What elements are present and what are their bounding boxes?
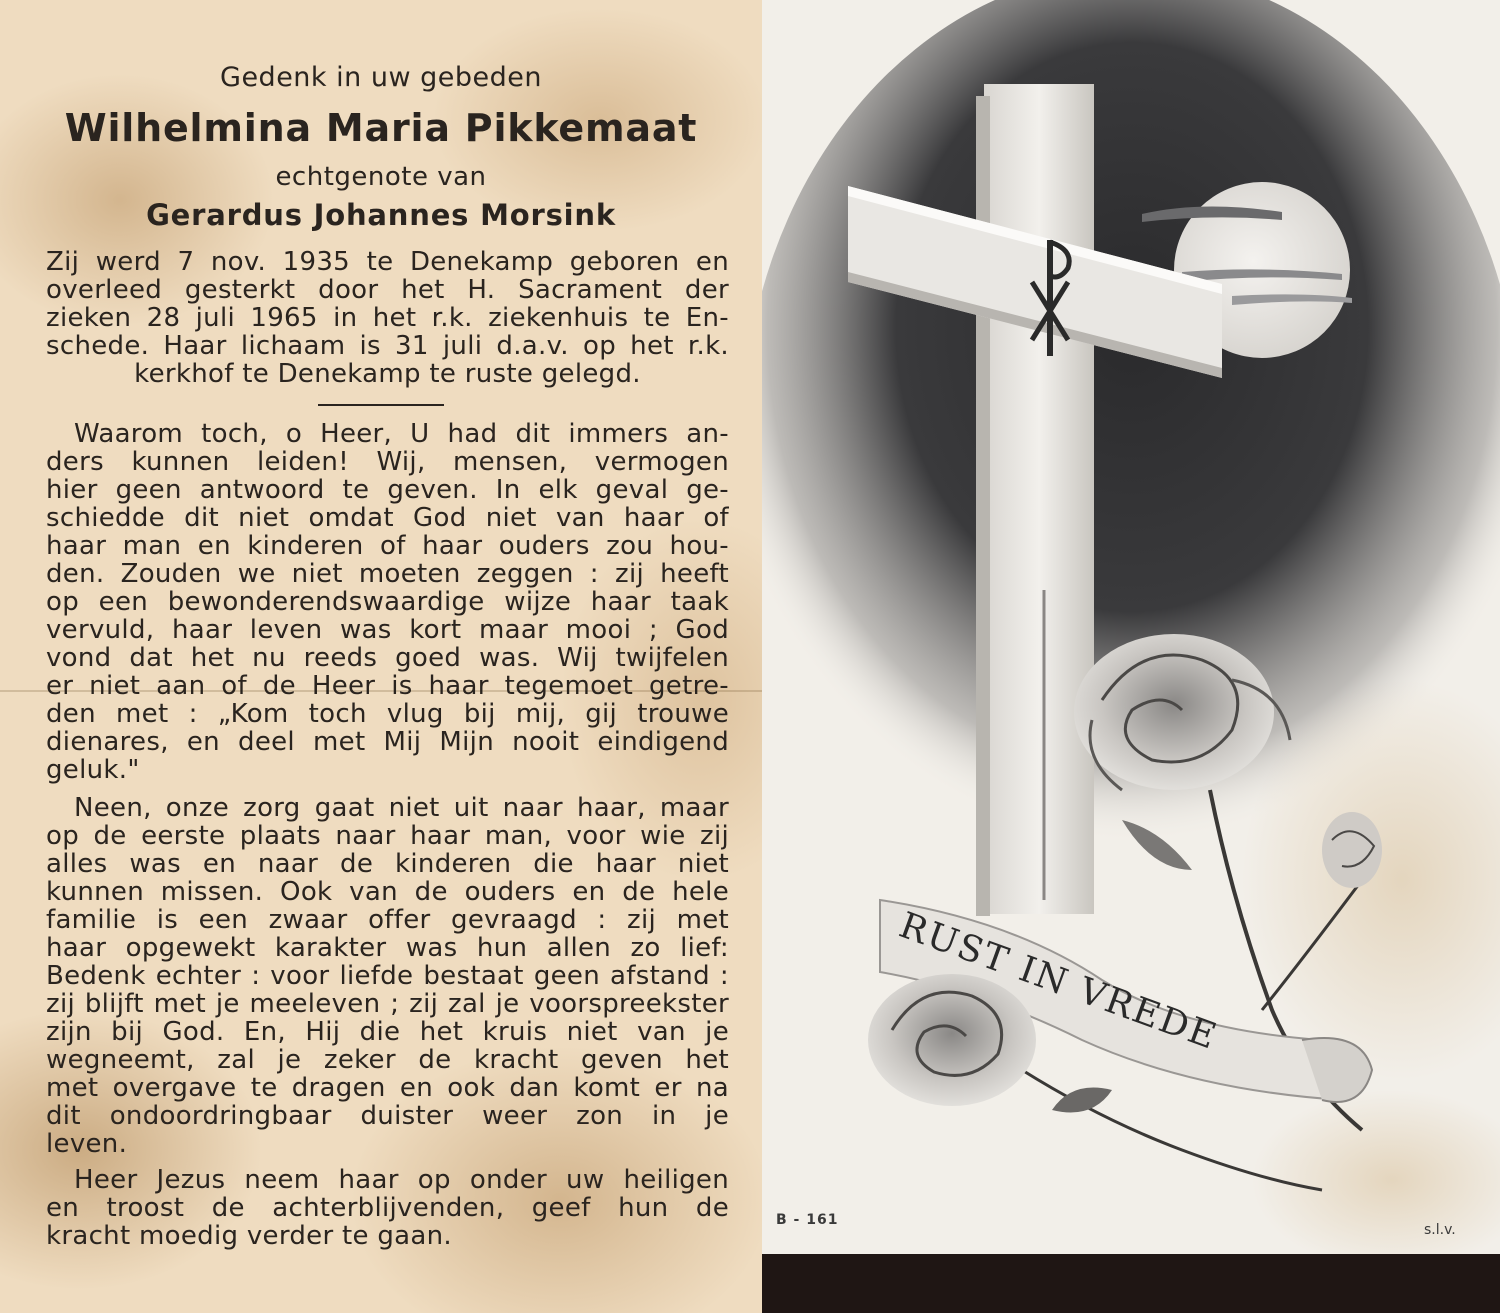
- paragraph-line: en troost de achterblijvenden, geef hun de: [46, 1194, 729, 1222]
- paragraph-line: dit ondoordringbaar duister weer zon in je: [46, 1102, 729, 1130]
- paragraph-line: haar opgewekt karakter was hun allen zo lief:: [46, 934, 729, 962]
- paragraph-line: op de eerste plaats naar haar man, voor wie zij: [46, 822, 729, 850]
- paragraph-3: [46, 1166, 729, 1250]
- paragraph-line: kracht moedig verder te gaan.: [46, 1222, 452, 1250]
- paragraph-line: wegneemt, zal je zeker de kracht geven het: [46, 1046, 729, 1074]
- print-code: B - 161: [776, 1212, 839, 1228]
- bio-line: Zij werd 7 nov. 1935 te Denekamp geboren en: [46, 248, 729, 276]
- section-divider: [318, 404, 444, 406]
- paragraph-line: hier geen antwoord te geven. In elk geval ge-: [46, 476, 729, 504]
- banner-lettering: [762, 0, 1500, 1254]
- bio-line: zieken 28 juli 1965 in het r.k. ziekenhuis te En-: [46, 304, 729, 332]
- paragraph-line: er niet aan of de Heer is haar tegemoet getre-: [46, 672, 729, 700]
- spouse-of-label: echtgenote van: [275, 162, 487, 192]
- scan-edge-band: [762, 1254, 1500, 1313]
- husband-name: Gerardus Johannes Morsink: [146, 198, 616, 232]
- paragraph-2: [46, 794, 729, 1158]
- paragraph-line: Neen, onze zorg gaat niet uit naar haar, maar: [74, 794, 729, 822]
- paragraph-line: kunnen missen. Ook van de ouders en de hele: [46, 878, 729, 906]
- paragraph-line: schiedde dit niet omdat God niet van haar of: [46, 504, 729, 532]
- paragraph-line: zij blijft met je meeleven ; zij zal je voorspreekster: [46, 990, 729, 1018]
- paragraph-line: met overgave te dragen en ook dan komt er na: [46, 1074, 729, 1102]
- paragraph-line: den. Zouden we niet moeten zeggen : zij heeft: [46, 560, 729, 588]
- paragraph-line: vervuld, haar leven was kort maar mooi ; God: [46, 616, 729, 644]
- paragraph-line: alles was en naar de kinderen die haar niet: [46, 850, 729, 878]
- bio-line: kerkhof te Denekamp te ruste gelegd.: [134, 360, 641, 388]
- paragraph-line: familie is een zwaar offer gevraagd : zij met: [46, 906, 729, 934]
- deceased-name: Wilhelmina Maria Pikkemaat: [64, 106, 698, 150]
- paragraph-line: zijn bij God. En, Hij die het kruis niet van je: [46, 1018, 729, 1046]
- paragraph-line: Bedenk echter : voor liefde bestaat geen afstand :: [46, 962, 729, 990]
- paragraph-line: op een bewonderendswaardige wijze haar taak: [46, 588, 729, 616]
- bio-line: schede. Haar lichaam is 31 juli d.a.v. op het r.k.: [46, 332, 729, 360]
- paragraph-line: ders kunnen leiden! Wij, mensen, vermogen: [46, 448, 729, 476]
- publisher-signature: s.l.v.: [1424, 1222, 1456, 1238]
- greeting: Gedenk in uw gebeden: [220, 62, 542, 93]
- paragraph-line: Heer Jezus neem haar op onder uw heiligen: [74, 1166, 729, 1194]
- paragraph-line: haar man en kinderen of haar ouders zou hou-: [46, 532, 729, 560]
- biography-block: [46, 248, 729, 388]
- bio-line: overleed gesterkt door het H. Sacrament der: [46, 276, 729, 304]
- paragraph-line: den met : „Kom toch vlug bij mij, gij trouwe: [46, 700, 729, 728]
- paragraph-line: Waarom toch, o Heer, U had dit immers an-: [74, 420, 729, 448]
- paragraph-1: [46, 420, 729, 784]
- paragraph-line: vond dat het nu reeds goed was. Wij twijfelen: [46, 644, 729, 672]
- paragraph-line: geluk.": [46, 756, 140, 784]
- banner-text: RUST IN VREDE: [893, 904, 1223, 1059]
- paragraph-line: dienares, en deel met Mij Mijn nooit eindigend: [46, 728, 729, 756]
- paragraph-line: leven.: [46, 1130, 128, 1158]
